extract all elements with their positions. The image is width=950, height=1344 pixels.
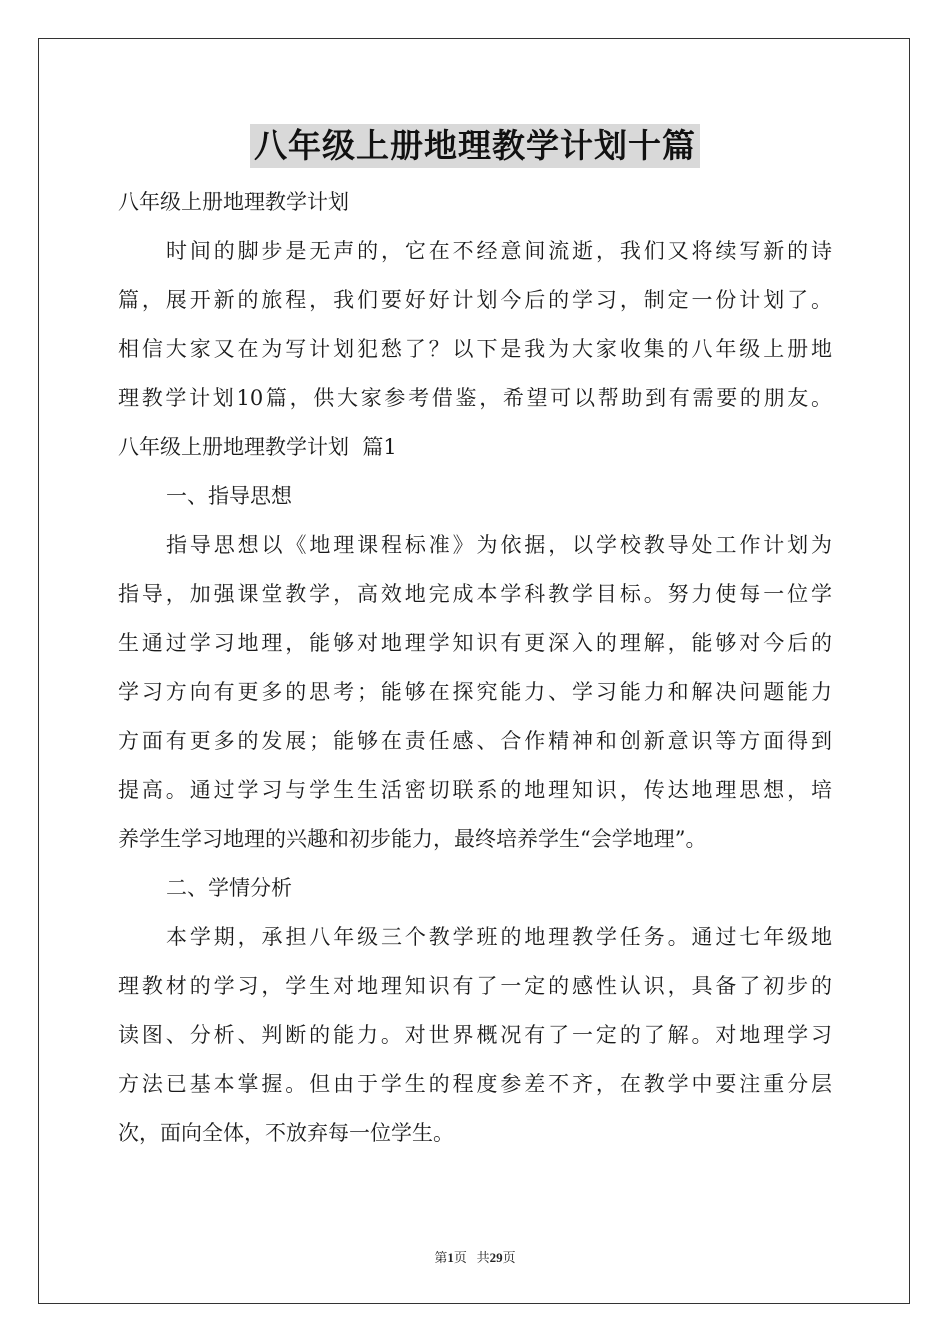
paragraph-line: 生通过学习地理，能够对地理学知识有更深入的理解，能够对今后的 [118, 631, 832, 655]
paragraph-line: 养学生学习地理的兴趣和初步能力，最终培养学生“会学地理”。 [118, 827, 707, 851]
total-suffix: 页 [502, 1250, 516, 1265]
intro-line: 篇，展开新的旅程，我们要好好计划今后的学习，制定一份计划了。 [118, 288, 832, 312]
page-suffix: 页 [453, 1250, 467, 1265]
paragraph-line: 方法已基本掌握。但由于学生的程度参差不齐，在教学中要注重分层 [118, 1072, 832, 1096]
paragraph-line: 读图、分析、判断的能力。对世界概况有了一定的了解。对地理学习 [118, 1023, 832, 1047]
document-body [118, 178, 832, 1158]
heading-guiding-thought: 一、指导思想 [166, 484, 292, 508]
page-footer [0, 1247, 950, 1266]
intro-line: 理教学计划10篇，供大家参考借鉴，希望可以帮助到有需要的朋友。 [118, 386, 832, 410]
total-pages: 29 [489, 1250, 503, 1265]
paragraph-line: 提高。通过学习与学生生活密切联系的地理知识，传达地理思想，培 [118, 778, 832, 802]
intro-line: 时间的脚步是无声的，它在不经意间流逝，我们又将续写新的诗 [166, 239, 832, 263]
paragraph-line: 方面有更多的发展；能够在责任感、合作精神和创新意识等方面得到 [118, 729, 832, 753]
paragraph-line: 指导思想以《地理课程标准》为依据，以学校教导处工作计划为 [166, 533, 832, 557]
paragraph-line: 本学期，承担八年级三个教学班的地理教学任务。通过七年级地 [166, 925, 832, 949]
total-prefix: 共 [476, 1250, 490, 1265]
document-subtitle: 八年级上册地理教学计划 [118, 190, 349, 214]
page-prefix: 第 [434, 1250, 448, 1265]
paragraph-line: 学习方向有更多的思考；能够在探究能力、学习能力和解决问题能力 [118, 680, 832, 704]
paragraph-line: 指导，加强课堂教学，高效地完成本学科教学目标。努力使每一位学 [118, 582, 832, 606]
paragraph-line: 次，面向全体，不放弃每一位学生。 [118, 1121, 454, 1145]
heading-student-analysis: 二、学情分析 [166, 876, 292, 900]
document-title: 八年级上册地理教学计划十篇 [250, 124, 700, 168]
section-title: 八年级上册地理教学计划 篇1 [118, 435, 397, 459]
intro-line: 相信大家又在为写计划犯愁了？以下是我为大家收集的八年级上册地 [118, 337, 832, 361]
paragraph-line: 理教材的学习，学生对地理知识有了一定的感性认识，具备了初步的 [118, 974, 832, 998]
title-container [0, 124, 950, 168]
page-number: 1 [447, 1250, 454, 1265]
